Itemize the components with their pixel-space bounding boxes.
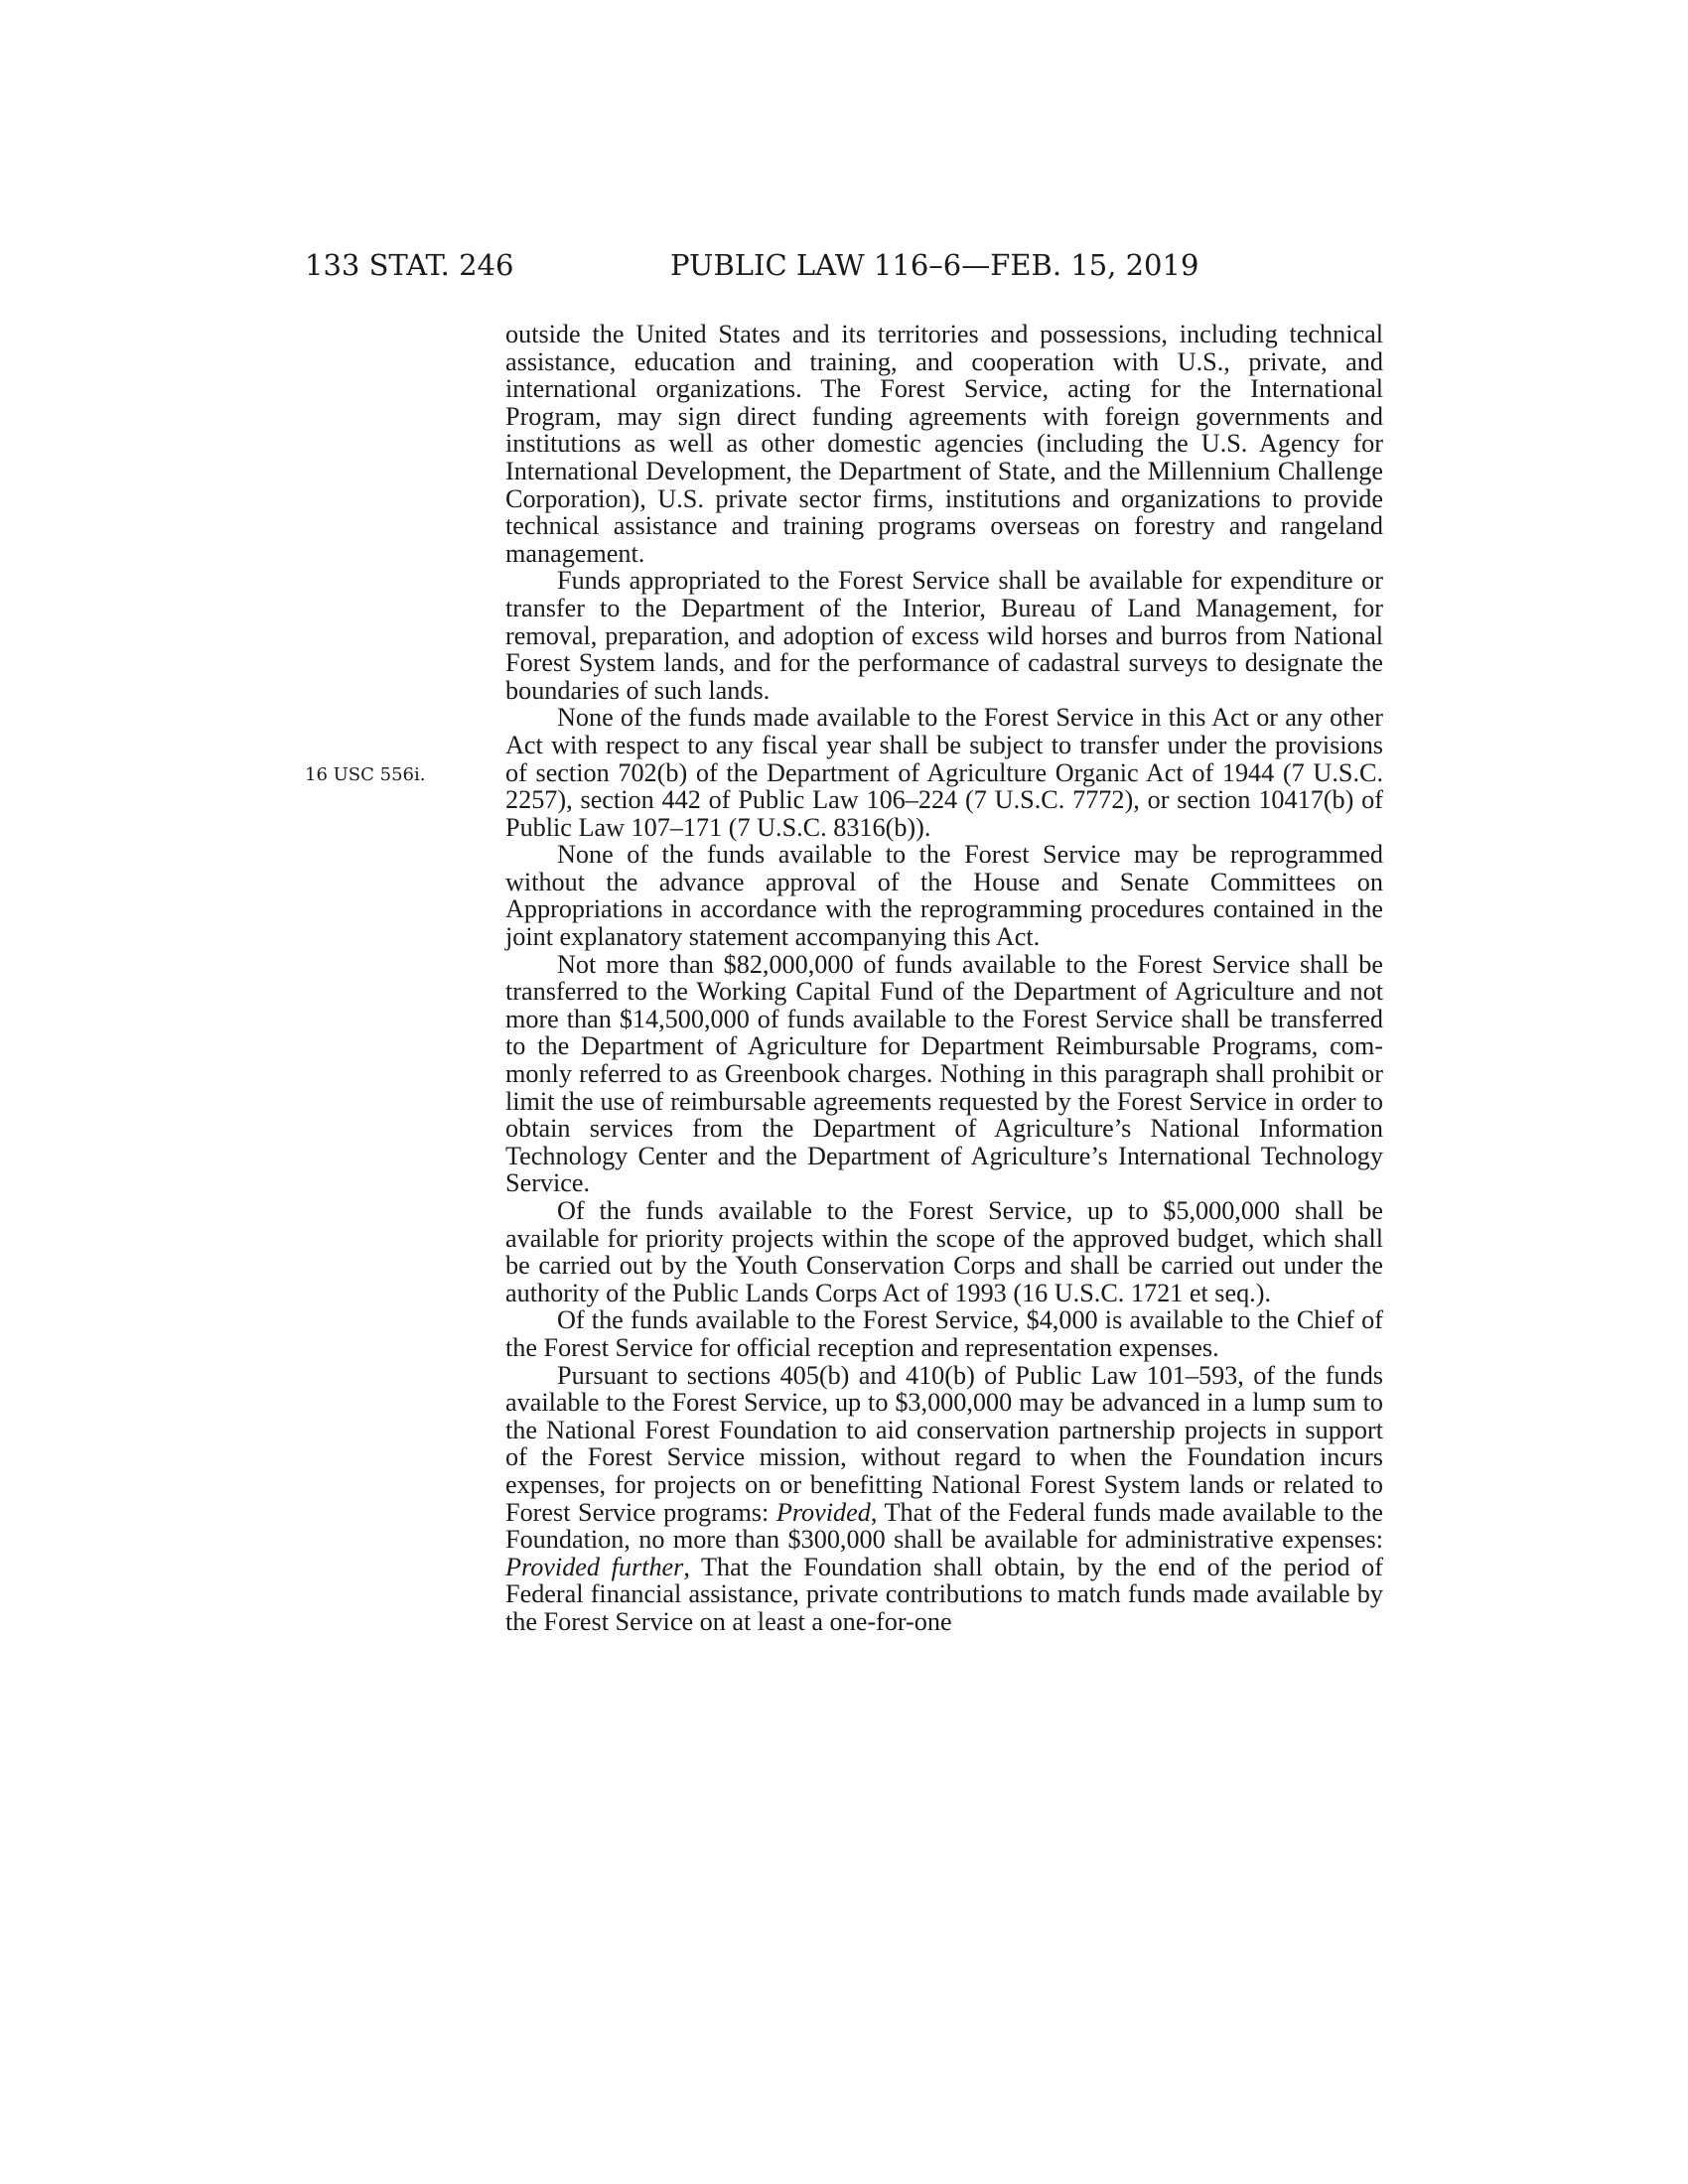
paragraph-transfer-restriction: None of the funds made available to the Forest Service in this Act or any other Act with respect to any fiscal year shall be subject to transfer under the provisions of section 702(b) of the Department of Agriculture Organic Act of 1944 (7 U.S.C. 2257), section 442 of Public Law 106–224 (7 U.S.C. 7772), or section 10417(b) of Public Law 107–171 (7 U.S.C. 8316(b)). bbox=[505, 703, 1383, 842]
paragraph-text-segment: , That of the Federal funds made available to the Foundation, no more than $300,000 shall be available for administrative expenses: bbox=[505, 1497, 1383, 1555]
proviso-further-italic: Provided further bbox=[505, 1552, 684, 1581]
paragraph-national-forest-foundation bbox=[505, 1362, 1383, 1636]
public-law-header: PUBLIC LAW 116–6—FEB. 15, 2019 bbox=[670, 248, 1199, 282]
paragraph-reprogramming: None of the funds available to the Forest Service may be reprogrammed without the advance approval of the House and Senate Committees on Appropriations in accordance with the reprogramming procedures contained in the joint explanatory statement accompanying this Act. bbox=[505, 840, 1383, 952]
paragraph-international-program: outside the United States and its territories and possessions, including technical assistance, education and training, and cooperation with U.S., private, and international organizations. The Forest Service, acting for the International Program, may sign direct funding agreements with foreign governments and institutions as well as other domestic agencies (including the U.S. Agency for International Development, the Department of State, and the Millennium Challenge Corporation), U.S. private sector firms, institutions and organizations to provide technical assistance and training programs overseas on forestry and rangeland management. bbox=[505, 320, 1383, 568]
paragraph-reception-expenses: Of the funds available to the Forest Service, $4,000 is available to the Chief of the Forest Service for official reception and representation expenses. bbox=[505, 1305, 1383, 1362]
paragraph-text-segment: , That the Foundation shall obtain, by the end of the period of Federal financial assistance, private contributions to match funds made available by the Forest Service on at least a one-for-one bbox=[505, 1552, 1383, 1636]
paragraph-working-capital-fund: Not more than $82,000,000 of funds available to the Forest Service shall be transferred to the Working Capital Fund of the Department of Agriculture and not more than $14,500,000 of funds available to the Forest Service shall be transferred to the Department of Agriculture for Department Reimbursable Programs, commonly referred to as Greenbook charges. Nothing in this paragraph shall prohibit or limit the use of reimbursable agreements requested by the Forest Service in order to obtain services from the Department of Agriculture’s National Information Technology Center and the Department of Agriculture’s International Technology Service. bbox=[505, 949, 1383, 1198]
paragraph-youth-conservation-corps: Of the funds available to the Forest Service, up to $5,000,000 shall be available for priority projects within the scope of the approved budget, which shall be carried out by the Youth Conservation Corps and shall be carried out under the authority of the Public Lands Corps Act of 1993 (16 U.S.C. 1721 et seq.). bbox=[505, 1196, 1383, 1307]
margin-citation: 16 USC 556i. bbox=[305, 764, 426, 785]
proviso-italic: Provided bbox=[775, 1497, 871, 1527]
paragraph-text-segment: Pursuant to sections 405(b) and 410(b) of Public Law 101–593, of the funds available to the Forest Service, up to $3,000,000 may be advanced in a lump sum to the National Forest Foundation to aid conservation partnership projects in support of the Forest Service mission, without regard to when the Foundation incurs expenses, for projects on or benefitting National Forest System lands or related to Forest Service programs: bbox=[505, 1360, 1383, 1527]
statute-page-citation: 133 STAT. 246 bbox=[305, 248, 514, 282]
body-text bbox=[505, 321, 1383, 1636]
page-header bbox=[0, 248, 1688, 288]
paragraph-wild-horses: Funds appropriated to the Forest Service shall be available for expenditure or transfer to the Department of the Interior, Bureau of Land Management, for removal, preparation, and adoption of excess wild horses and burros from National Forest System lands, and for the performance of cadastral surveys to designate the boundaries of such lands. bbox=[505, 566, 1383, 705]
